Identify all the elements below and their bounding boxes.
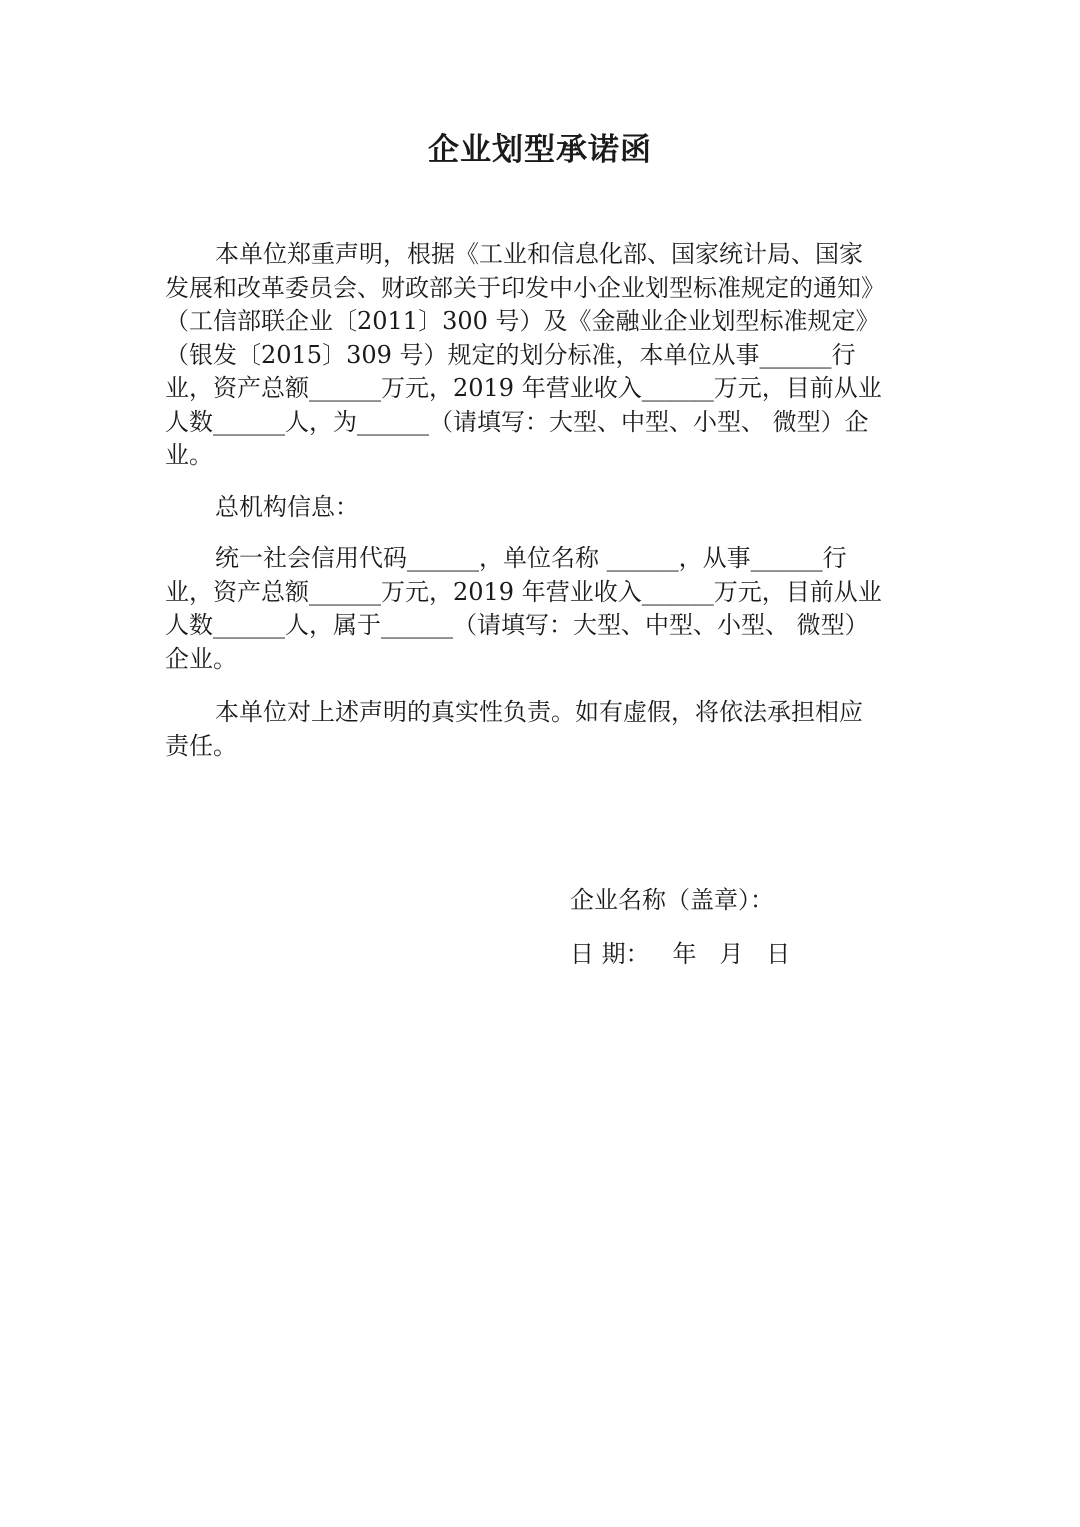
responsibility-paragraph <box>165 696 917 763</box>
headquarters-line: 人数______人，属于______（请填写：大型、中型、小型、 微型） <box>165 611 869 639</box>
declaration-line: 发展和改革委员会、财政部关于印发中小企业划型标准规定的通知》 <box>165 273 885 302</box>
declaration-line: （银发〔2015〕309 号）规定的划分标准，本单位从事______行 <box>165 340 856 369</box>
date-label-text: 日 期： 年 月 日 <box>570 940 791 968</box>
responsibility-line: 责任。 <box>165 731 237 760</box>
declaration-line: （工信部联企业〔2011〕300 号）及《金融业企业划型标准规定》 <box>165 307 880 335</box>
company-name-seal-label: 企业名称（盖章）： <box>570 886 774 914</box>
responsibility-line: 本单位对上述声明的真实性负责。如有虚假，将依法承担相应 <box>215 698 863 726</box>
declaration-line: 人数______人，为______（请填写：大型、中型、小型、 微型）企 <box>165 407 869 436</box>
declaration-line: 业，资产总额______万元，2019 年营业收入______万元，目前从业 <box>165 374 882 402</box>
headquarters-heading <box>165 491 917 525</box>
document-title: 企业划型承诺函 <box>428 132 652 168</box>
headquarters-paragraph <box>165 542 917 676</box>
date-label <box>570 937 790 971</box>
headquarters-line: 统一社会信用代码______，单位名称 ______，从事______行 <box>215 544 847 572</box>
headquarters-heading-text: 总机构信息： <box>215 493 359 521</box>
declaration-line: 本单位郑重声明，根据《工业和信息化部、国家统计局、国家 <box>215 240 863 268</box>
declaration-paragraph <box>165 238 917 473</box>
headquarters-line: 业，资产总额______万元，2019 年营业收入______万元，目前从业 <box>165 577 882 606</box>
headquarters-line: 企业。 <box>165 644 237 673</box>
declaration-line: 业。 <box>165 441 213 469</box>
